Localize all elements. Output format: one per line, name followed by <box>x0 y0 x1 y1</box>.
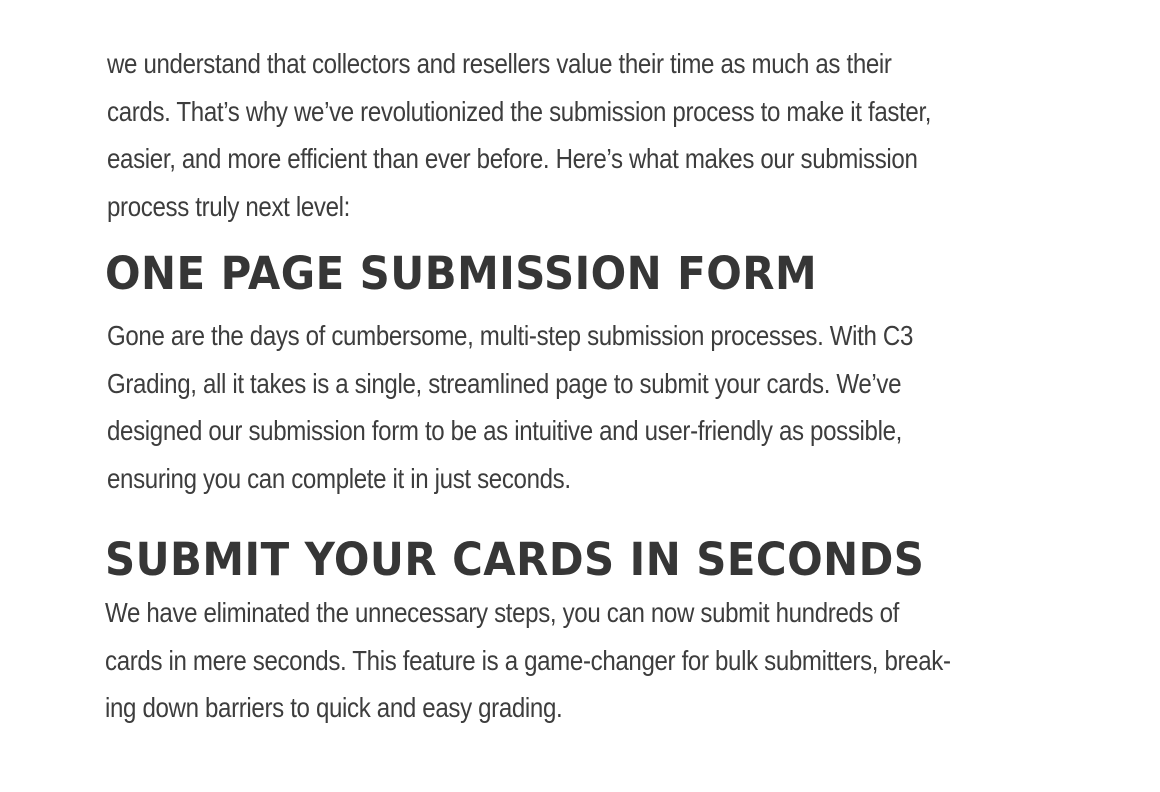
paragraph-line: Grading, all it takes is a single, streamlined page to submit your cards. We’ve <box>107 367 902 399</box>
intro-paragraph <box>107 40 931 230</box>
paragraph-line: Gone are the days of cumbersome, multi-step submission processes. With C3 <box>107 320 913 351</box>
intro-line: easier, and more efficient than ever before. Here’s what makes our submission <box>107 143 918 174</box>
intro-line: cards. That’s why we’ve revolutionized the submission process to make it faster, <box>107 95 932 127</box>
paragraph-line: designed our submission form to be as intuitive and user-friendly as possible, <box>107 415 903 446</box>
intro-line: we understand that collectors and resellers value their time as much as their <box>107 48 892 79</box>
paragraph-line: ing down barriers to quick and easy grading. <box>105 692 563 723</box>
intro-line: process truly next level: <box>107 190 351 222</box>
section-heading-one-page-form: ONE PAGE SUBMISSION FORM <box>105 247 818 300</box>
submit-cards-paragraph <box>105 589 951 732</box>
one-page-form-paragraph <box>107 312 913 502</box>
paragraph-line: ensuring you can complete it in just seconds. <box>107 462 571 494</box>
paragraph-line: cards in mere seconds. This feature is a game-changer for bulk submitters, break- <box>105 644 951 676</box>
section-heading-submit-cards: SUBMIT YOUR CARDS IN SECONDS <box>105 533 925 586</box>
paragraph-line: We have eliminated the unnecessary steps, you can now submit hundreds of <box>105 597 899 628</box>
